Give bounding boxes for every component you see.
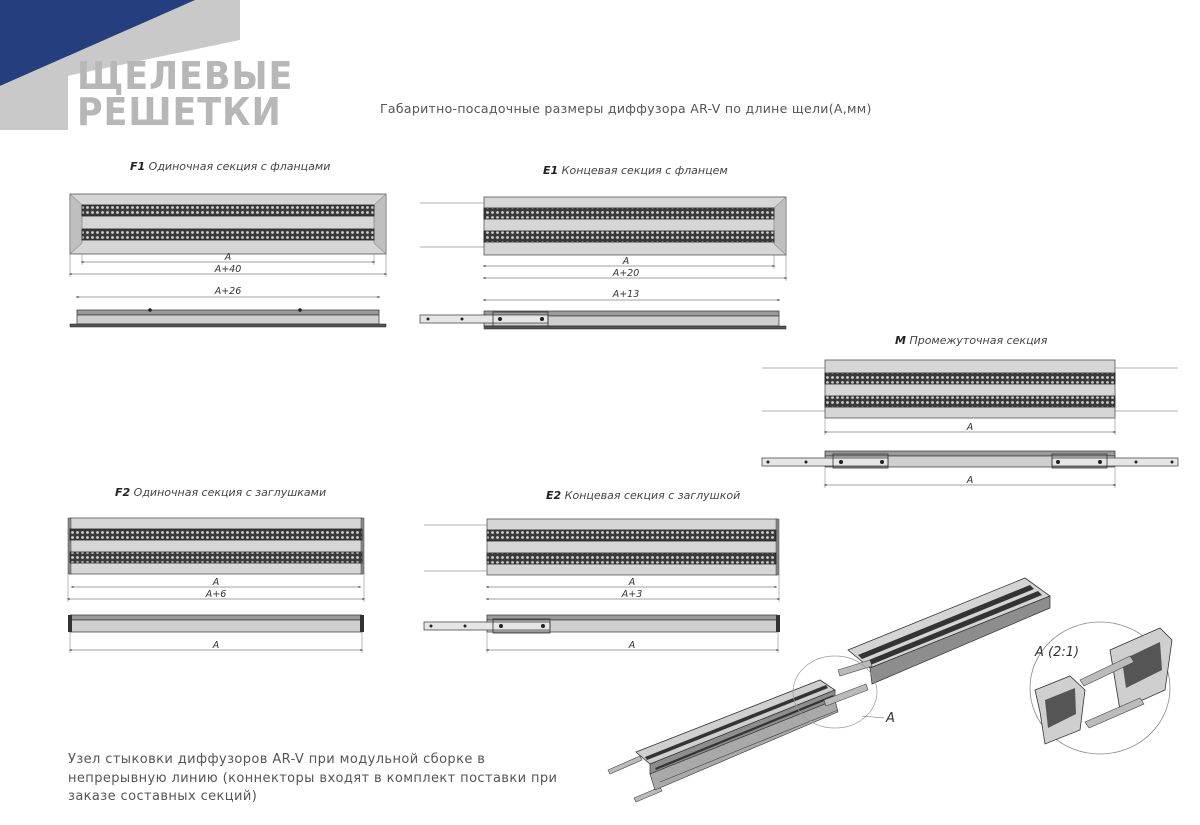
detail-a-view xyxy=(1030,622,1172,754)
section-name-e2: Концевая секция с заглушкой xyxy=(564,489,741,502)
dim-f1-a40: A+40 xyxy=(214,264,242,275)
brand-line-2: РЕШЕТКИ xyxy=(77,90,282,134)
page-subtitle: Габаритно-посадочные размеры диффузора AR-V по длине щели(А,мм) xyxy=(380,101,872,116)
drawing-f1-side xyxy=(70,286,386,327)
drawing-f1-plan xyxy=(70,194,386,277)
drawing-m-side xyxy=(762,451,1178,488)
drawing-e2-side xyxy=(424,615,780,653)
dim-e2-a3: A+3 xyxy=(621,589,643,600)
drawing-f2-side xyxy=(68,615,364,653)
dim-e1-a20: A+20 xyxy=(612,268,640,279)
drawing-e1-plan xyxy=(420,197,786,281)
section-name-f2: Одиночная секция с заглушками xyxy=(133,486,327,499)
drawing-f2-plan xyxy=(68,518,364,602)
section-code-m: M xyxy=(895,334,906,347)
brand-line-1: ЩЕЛЕВЫЕ xyxy=(77,54,294,98)
drawing-m-plan xyxy=(762,360,1178,435)
dim-e2-a-side: A xyxy=(628,640,636,651)
section-name-m: Промежуточная секция xyxy=(909,334,1048,347)
dim-e2-a: A xyxy=(628,577,636,588)
assembly-caption: Узел стыковки диффузоров AR-V при модульной сборке в непрерывную линию (коннекторы входят в комплект поставки при заказе составных секций) xyxy=(68,752,558,804)
drawing-e2-plan xyxy=(424,519,779,602)
isometric-assembly xyxy=(608,578,1050,802)
dim-f1-a26: A+26 xyxy=(214,286,242,297)
section-code-e2: E2 xyxy=(546,489,562,502)
section-name-e1: Концевая секция с фланцем xyxy=(561,164,728,177)
dim-f2-a6: A+6 xyxy=(205,589,227,600)
detail-callout: A xyxy=(886,711,895,726)
drawing-e1-side xyxy=(420,289,786,329)
dim-f2-a-side: A xyxy=(212,640,220,651)
detail-scale-label: A (2:1) xyxy=(1035,645,1080,660)
section-code-f2: F2 xyxy=(115,486,131,499)
dim-e1-a13: A+13 xyxy=(612,289,640,300)
dim-f2-a: A xyxy=(212,577,220,588)
dim-m-a-plan: A xyxy=(966,422,974,433)
dim-f1-a: A xyxy=(224,252,232,263)
section-name-f1: Одиночная секция с фланцами xyxy=(148,160,331,173)
dim-m-a-side: A xyxy=(966,475,974,486)
section-code-f1: F1 xyxy=(130,160,146,173)
section-code-e1: E1 xyxy=(543,164,559,177)
dim-e1-a: A xyxy=(622,256,630,267)
